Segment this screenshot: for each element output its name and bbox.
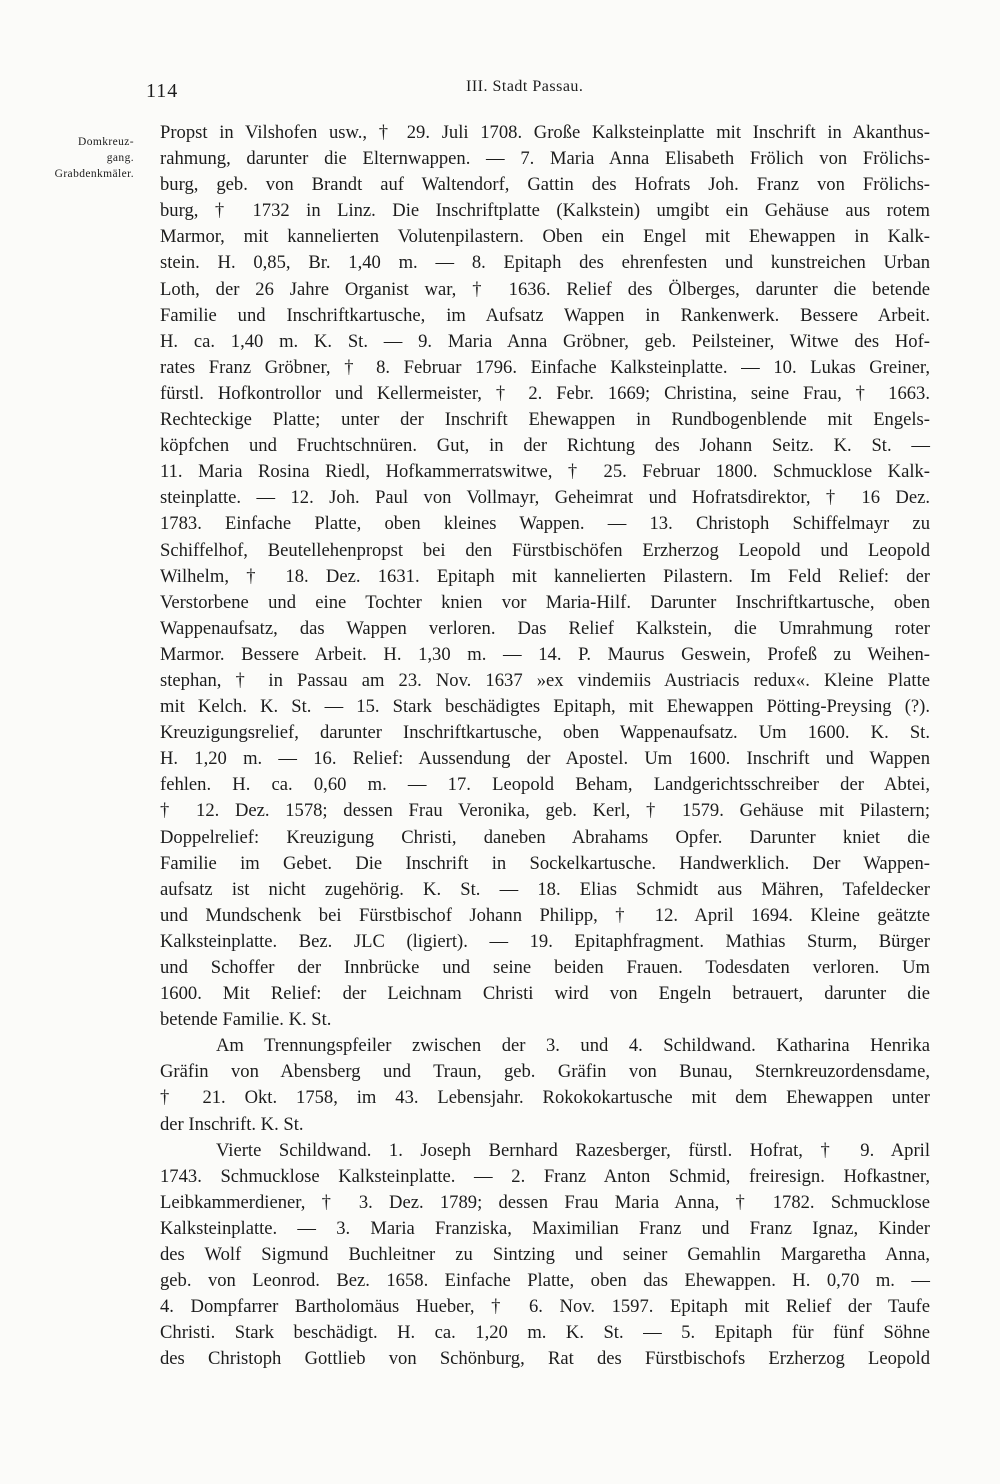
text-line: Christi. Stark beschädigt. H. ca. 1,20 m. K. St. — 5. Epitaph für fünf Söhne [160, 1322, 930, 1344]
text-line: Marmor. Bessere Arbeit. H. 1,30 m. — 14. P. Maurus Geswein, Profeß zu Weihen- [160, 643, 930, 665]
text-line: Familie und Inschriftkartusche, im Aufsatz Wappen in Rankenwerk. Bessere Arbeit. [160, 304, 930, 326]
text-line: geb. von Leonrod. Bez. 1658. Einfache Platte, oben das Ehewappen. H. 0,70 m. — [160, 1270, 930, 1292]
text-line: fürstl. Hofkontrollor und Kellermeister, † 2. Febr. 1669; Christina, seine Frau, † 1663. [160, 382, 930, 404]
text-line: Loth, der 26 Jahre Organist war, † 1636. Relief des Ölberges, darunter die betende [160, 278, 930, 300]
text-line: H. 1,20 m. — 16. Relief: Aussendung der Apostel. Um 1600. Inschrift und Wappen [160, 748, 930, 770]
text-line: des Wolf Sigmund Buchleitner zu Sintzing und seiner Gemahlin Margaretha Anna, [160, 1244, 930, 1266]
text-line: und Schoffer der Innbrücke und seine beiden Frauen. Todesdaten verloren. Um [160, 957, 930, 978]
text-line: Wilhelm, † 18. Dez. 1631. Epitaph mit kannelierten Pilastern. Im Feld Relief: der [160, 565, 930, 587]
text-line: burg, geb. von Brandt auf Waltendorf, Gattin des Hofrats Joh. Franz von Frölichs- [160, 174, 930, 196]
text-line: † 12. Dez. 1578; dessen Frau Veronika, geb. Kerl, † 1579. Gehäuse mit Pilastern; [160, 800, 930, 822]
text-line: Leibkammerdiener, † 3. Dez. 1789; dessen Frau Maria Anna, † 1782. Schmucklose [160, 1191, 930, 1213]
page-number: 114 [146, 80, 179, 102]
text-line: 1743. Schmucklose Kalksteinplatte. — 2. Franz Anton Schmid, freiresign. Hofkastner, [160, 1165, 930, 1187]
text-line: stein. H. 0,85, Br. 1,40 m. — 8. Epitaph des ehrenfesten und kunstreichen Urban [160, 252, 930, 274]
text-line: H. ca. 1,40 m. K. St. — 9. Maria Anna Gröbner, geb. Peilsteiner, Witwe des Hof- [160, 330, 930, 352]
text-line: Familie im Gebet. Die Inschrift in Sockelkartusche. Handwerklich. Der Wappen- [160, 852, 930, 874]
text-line: Wappenaufsatz, das Wappen verloren. Das Relief Kalkstein, die Umrahmung roter [160, 617, 930, 639]
text-line: Kalksteinplatte. Bez. JLC (ligiert). — 19. Epitaphfragment. Mathias Sturm, Bürger [160, 930, 930, 952]
margin-note-line: Domkreuz- [78, 136, 134, 148]
body-text [160, 120, 930, 1373]
text-line: 4. Dompfarrer Bartholomäus Hueber, † 6. Nov. 1597. Epitaph mit Relief der Taufe [160, 1296, 930, 1318]
text-line: rates Franz Gröbner, † 8. Februar 1796. Einfache Kalksteinplatte. — 10. Lukas Greiner, [160, 356, 930, 378]
text-line: Doppelrelief: Kreuzigung Christi, daneben Abrahams Opfer. Darunter kniet die [160, 826, 930, 848]
text-line: rahmung, darunter die Elternwappen. — 7. Maria Anna Elisabeth Frölich von Frölichs- [160, 148, 930, 170]
text-line: 11. Maria Rosina Riedl, Hofkammerratswitwe, † 25. Februar 1800. Schmucklose Kalk- [160, 461, 930, 483]
text-line: steinplatte. — 12. Joh. Paul von Vollmayr, Geheimrat und Hofratsdirektor, † 16 Dez. [160, 487, 930, 509]
paragraph-start-line: Am Trennungspfeiler zwischen der 3. und 4. Schildwand. Katharina Henrika [216, 1035, 930, 1057]
text-line: Schiffelhof, Beutellehenpropst bei den Fürstbischöfen Erzherzog Leopold und Leopold [160, 539, 930, 561]
text-line: burg, † 1732 in Linz. Die Inschriftplatte (Kalkstein) umgibt ein Gehäuse aus rotem [160, 200, 930, 222]
text-line: köpfchen und Fruchtschnüren. Gut, in der Richtung des Johann Seitz. K. St. — [160, 435, 930, 457]
text-line: betende Familie. K. St. [160, 1009, 332, 1031]
text-line: Propst in Vilshofen usw., † 29. Juli 1708. Große Kalksteinplatte mit Inschrift in Akanthus- [160, 122, 930, 143]
text-line: 1783. Einfache Platte, oben kleines Wappen. — 13. Christoph Schiffelmayr zu [160, 513, 930, 535]
margin-note [32, 134, 134, 182]
text-line: stephan, † in Passau am 23. Nov. 1637 »ex vindemiis Austriacis redux«. Kleine Platte [160, 669, 930, 691]
text-line: Kalksteinplatte. — 3. Maria Franziska, Maximilian Franz und Franz Ignaz, Kinder [160, 1217, 930, 1239]
text-line: des Christoph Gottlieb von Schönburg, Rat des Fürstbischofs Erzherzog Leopold [160, 1348, 930, 1370]
text-line: fehlen. H. ca. 0,60 m. — 17. Leopold Beham, Landgerichtsschreiber der Abtei, [160, 774, 930, 796]
text-line: Verstorbene und eine Tochter knien vor Maria-Hilf. Darunter Inschriftkartusche, oben [160, 591, 930, 613]
text-line: Marmor, mit kannelierten Volutenpilastern. Oben ein Engel mit Ehewappen in Kalk- [160, 226, 930, 248]
text-line: Kreuzigungsrelief, darunter Inschriftkartusche, oben Wappenaufsatz. Um 1600. K. St. [160, 722, 930, 744]
text-line: † 21. Okt. 1758, im 43. Lebensjahr. Rokokokartusche mit dem Ehewappen unter [160, 1087, 930, 1109]
text-line: der Inschrift. K. St. [160, 1113, 304, 1135]
paragraph-start-line: Vierte Schildwand. 1. Joseph Bernhard Razesberger, fürstl. Hofrat, † 9. April [216, 1139, 930, 1161]
text-line: 1600. Mit Relief: der Leichnam Christi wird von Engeln betrauert, darunter die [160, 983, 930, 1005]
text-line: Rechteckige Platte; unter der Inschrift Ehewappen in Rundbogenblende mit Engels- [160, 409, 930, 431]
text-line: und Mundschenk bei Fürstbischof Johann Philipp, † 12. April 1694. Kleine geätzte [160, 904, 930, 926]
margin-note-line: Grabdenkmäler. [54, 168, 134, 180]
text-line: Gräfin von Abensberg und Traun, geb. Gräfin von Bunau, Sternkreuzordensdame, [160, 1061, 930, 1083]
text-line: mit Kelch. K. St. — 15. Stark beschädigtes Epitaph, mit Ehewappen Pötting-Preysing (?). [160, 696, 930, 718]
margin-note-line: gang. [106, 152, 134, 164]
text-line: aufsatz ist nicht zugehörig. K. St. — 18. Elias Schmidt aus Mähren, Tafeldecker [160, 878, 930, 900]
running-title: III. Stadt Passau. [466, 78, 584, 95]
